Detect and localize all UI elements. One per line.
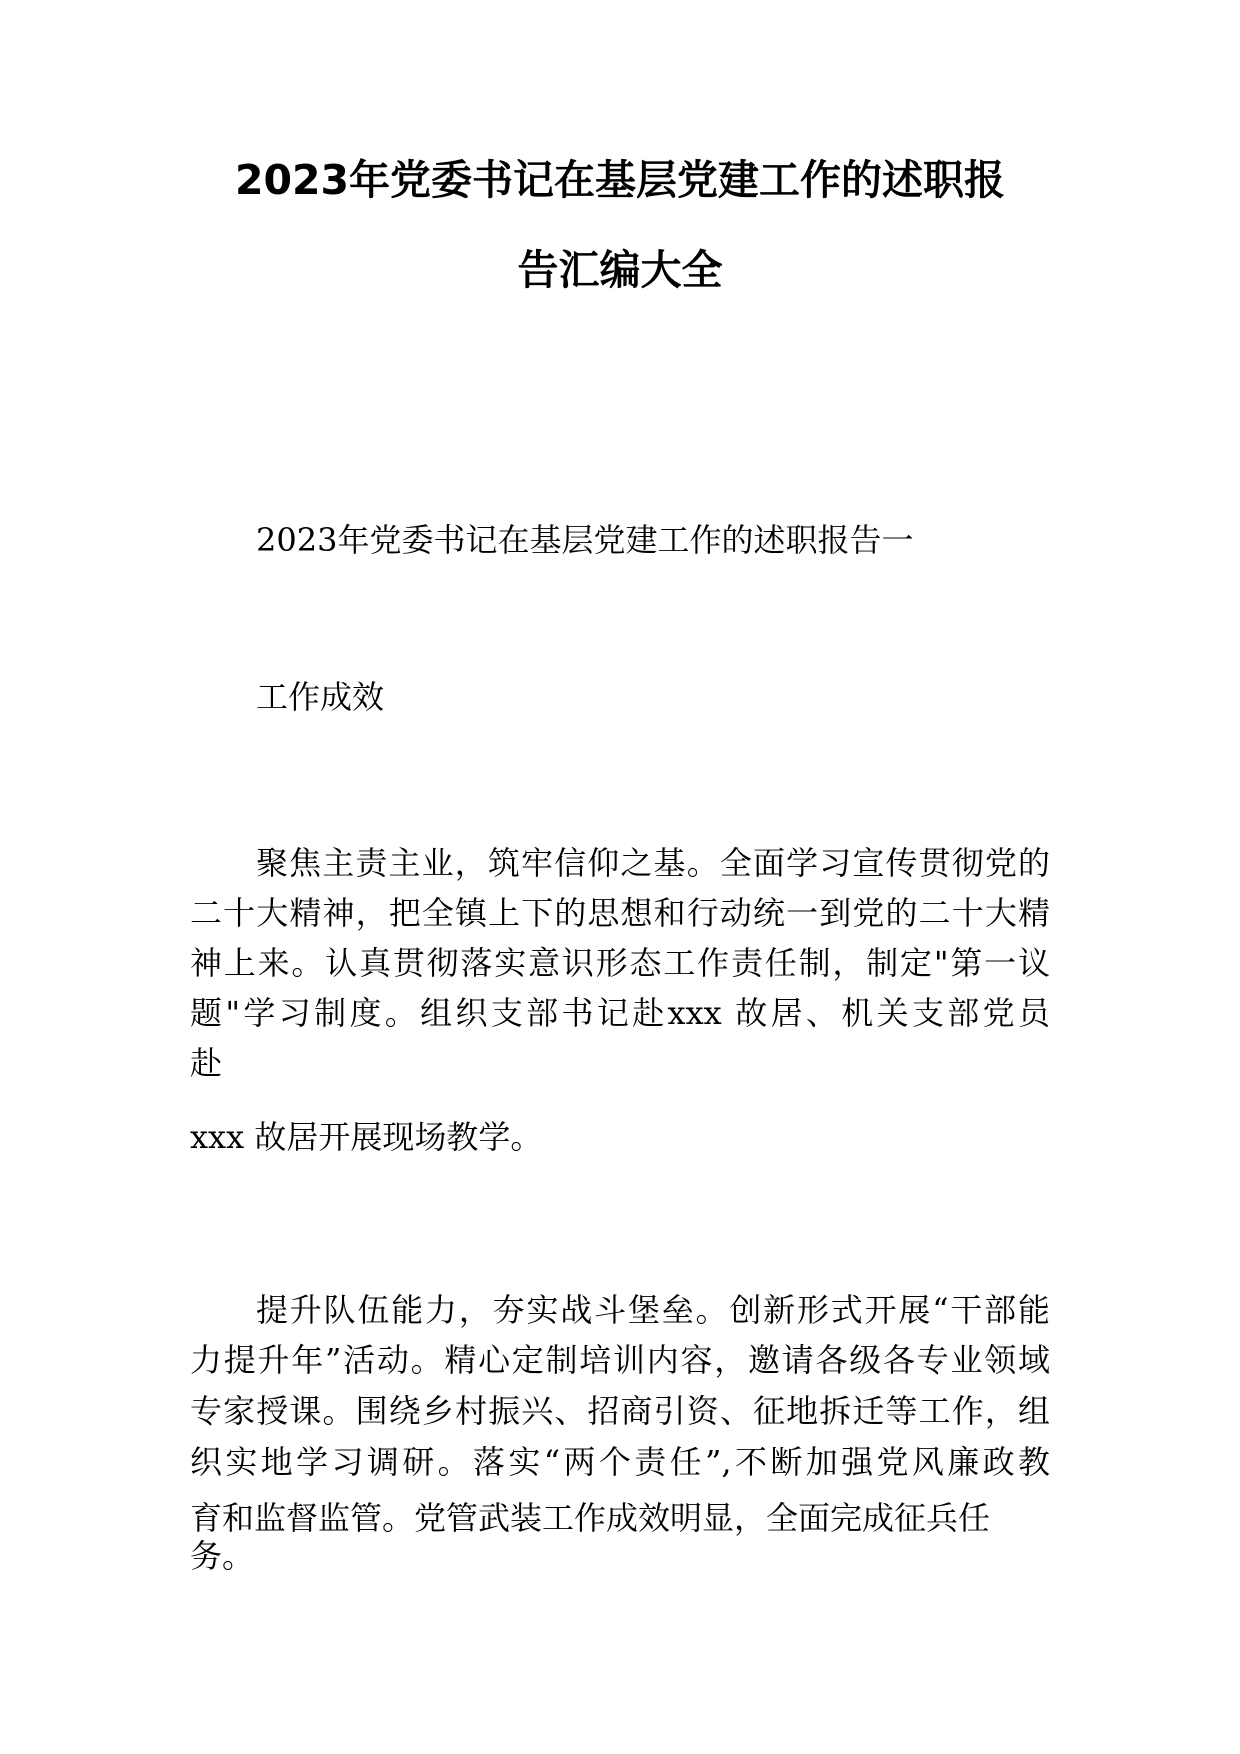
paragraph-1-line-3: 神上来。认真贯彻落实意识形态工作责任制，制定"第一议: [190, 944, 1050, 982]
paragraph-1-line-2: 二十大精神，把全镇上下的思想和行动统一到党的二十大精: [190, 894, 1050, 932]
section-heading: 2023年党委书记在基层党建工作的述职报告一: [256, 521, 914, 559]
sub-heading: 工作成效: [256, 678, 385, 716]
paragraph-2-line-2: 力提升年”活动。精心定制培训内容，邀请各级各专业领域: [190, 1341, 1050, 1379]
document-title-line-2: 告汇编大全: [517, 246, 723, 294]
document-title-line-1: 2023年党委书记在基层党建工作的述职报: [234, 156, 1006, 204]
paragraph-1-line-5: 赴: [190, 1044, 223, 1082]
paragraph-2-line-4: 织实地学习调研。落实“两个责任”,不断加强党风廉政教: [190, 1443, 1050, 1481]
paragraph-1-line-4: 题"学习制度。组织支部书记赴xxx 故居、机关支部党员: [190, 994, 1050, 1032]
paragraph-2-line-3: 专家授课。围绕乡村振兴、招商引资、征地拆迁等工作，组: [190, 1392, 1050, 1430]
paragraph-1-line-1: 聚焦主责主业，筑牢信仰之基。全面学习宣传贯彻党的: [256, 844, 1050, 882]
paragraph-1-line-6: xxx 故居开展现场教学。: [190, 1118, 543, 1156]
paragraph-2-line-5: 育和监督监管。党管武装工作成效明显，全面完成征兵任: [190, 1499, 991, 1537]
paragraph-2-line-1: 提升队伍能力，夯实战斗堡垒。创新形式开展“干部能: [256, 1291, 1050, 1329]
paragraph-2-line-6: 务。: [190, 1537, 255, 1575]
